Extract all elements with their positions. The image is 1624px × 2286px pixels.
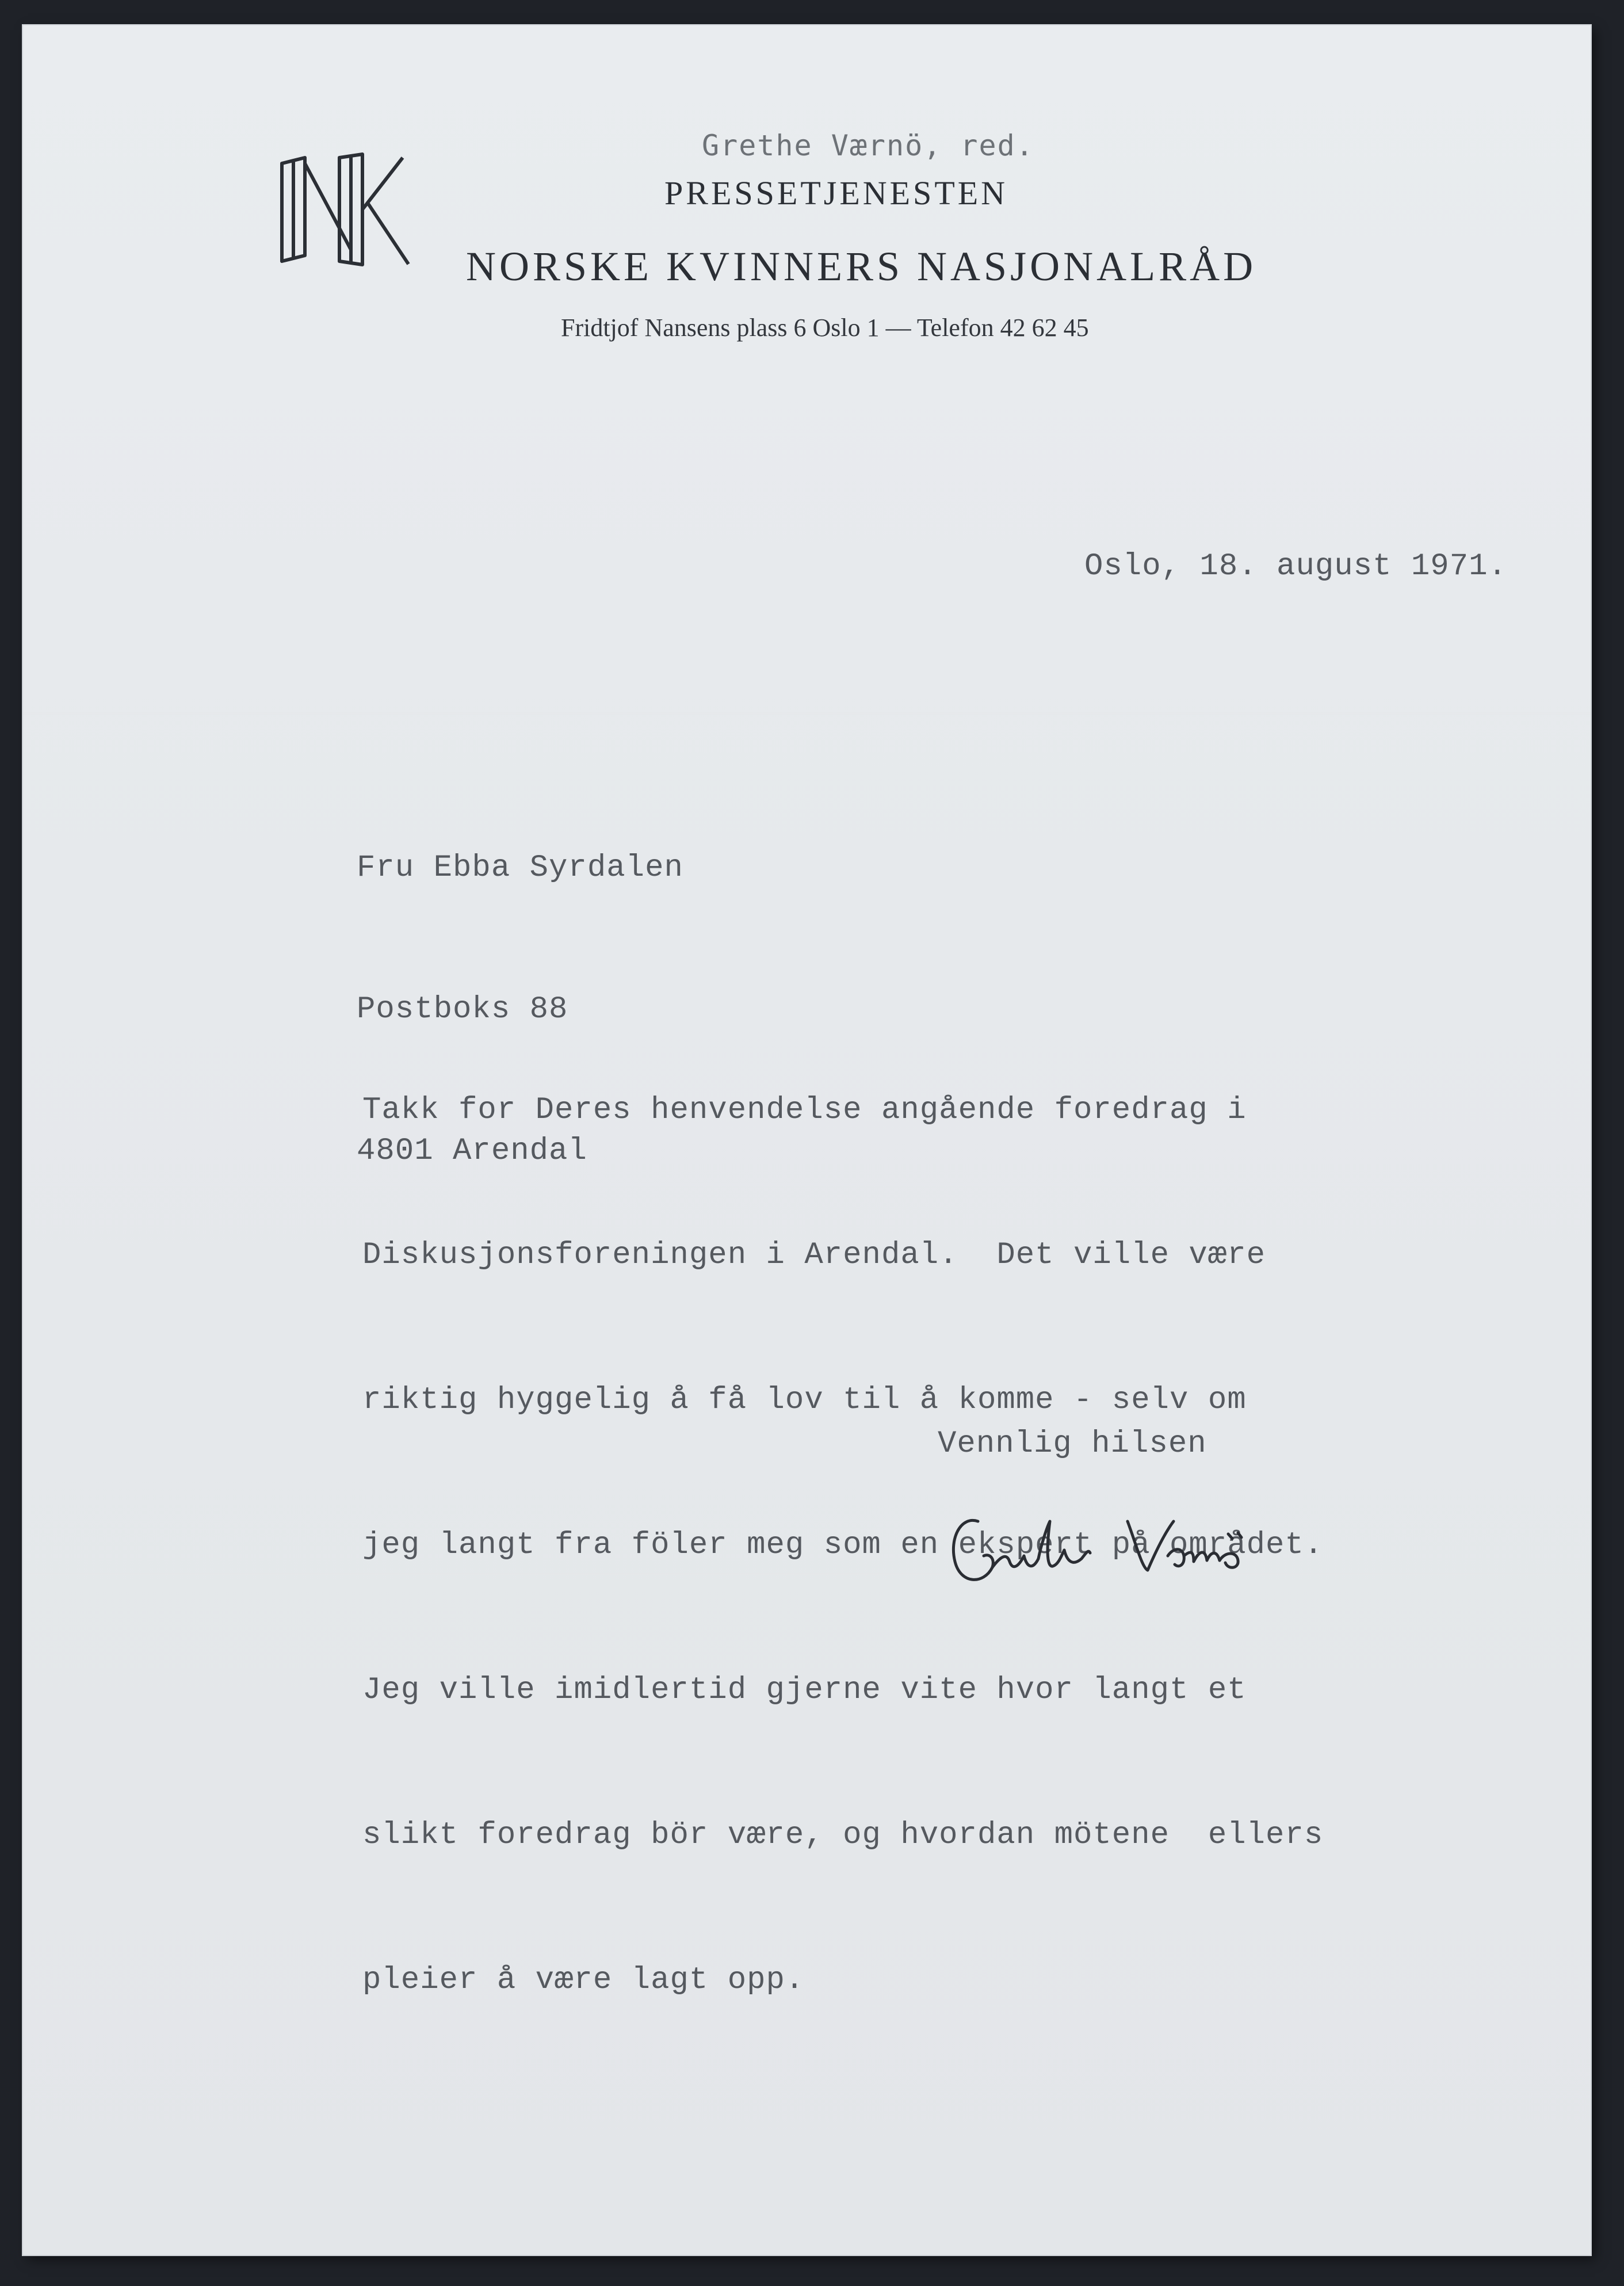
letterhead-address: Fridtjof Nansens plass 6 Oslo 1 — Telefon 42 62 45 <box>561 314 1089 342</box>
body-line: Diskusjonsforeningen i Arendal. Det ville være <box>362 1238 1266 1273</box>
letter-closing: Vennlig hilsen <box>938 1426 1207 1461</box>
body-line: slikt foredrag bör være, og hvordan mötene ellers <box>362 1818 1324 1853</box>
letter-page <box>23 25 1591 2255</box>
body-line: pleier å være lagt opp. <box>362 1963 805 1998</box>
letterhead-organization: NORSKE KVINNERS NASJONALRÅD <box>466 243 1257 289</box>
body-line: Takk for Deres henvendelse angående foredrag i <box>362 1093 1247 1128</box>
body-line: Jeg ville imidlertid gjerne vite hvor langt et <box>362 1673 1247 1708</box>
handwritten-signature <box>938 1498 1294 1602</box>
paper-fold-line <box>23 713 1591 715</box>
recipient-line: Fru Ebba Syrdalen <box>357 850 683 886</box>
body-line: riktig hyggelig å få lov til å komme - selv om <box>362 1383 1247 1418</box>
typed-editor-line: Grethe Værnö, red. <box>702 129 1034 162</box>
recipient-line: 4801 Arendal <box>357 1134 587 1169</box>
body-line: jeg langt fra föler meg som en ekspert på området. <box>362 1528 1324 1563</box>
recipient-line: Postboks 88 <box>357 992 568 1027</box>
letter-date: Oslo, 18. august 1971. <box>1084 549 1507 584</box>
nk-monogram-logo <box>270 140 420 278</box>
letterhead-department: PRESSETJENESTEN <box>664 174 1008 212</box>
